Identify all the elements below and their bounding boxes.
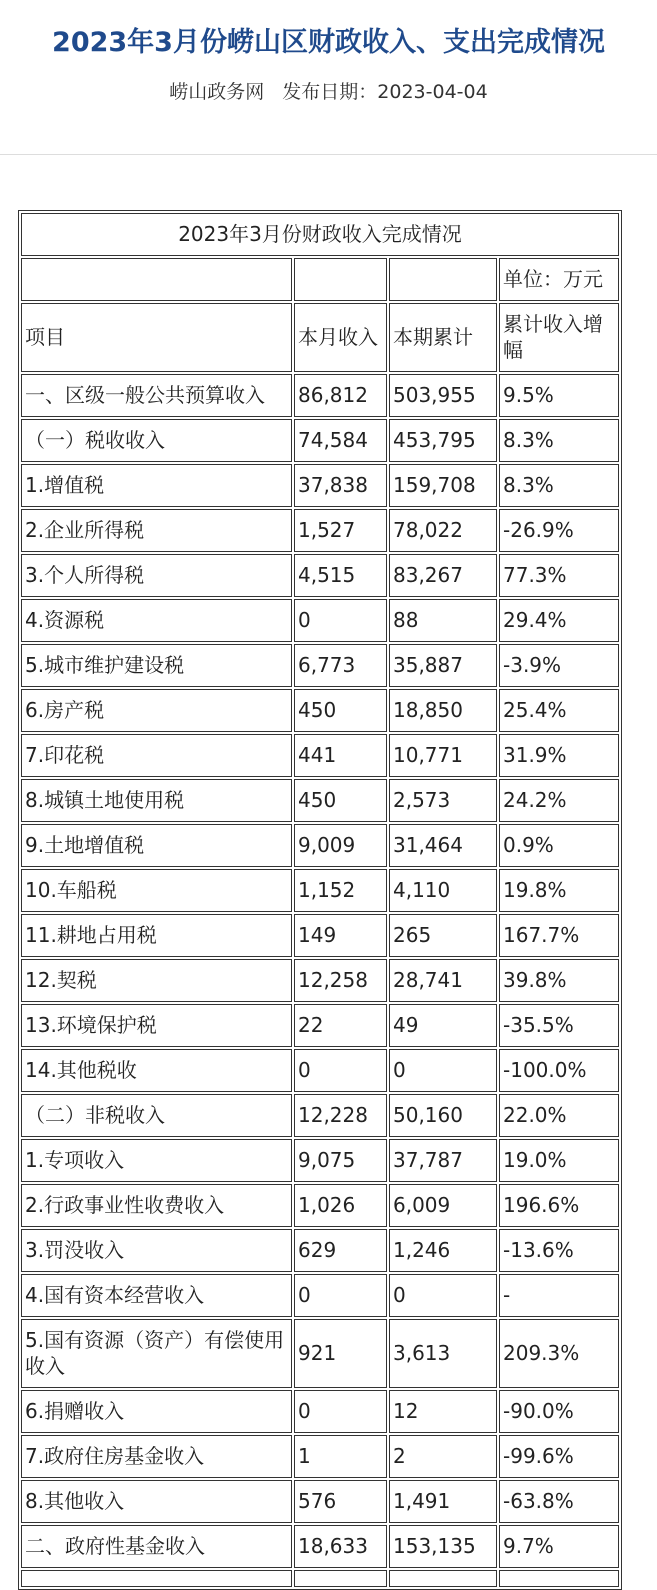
growth-cell: 29.4%: [499, 599, 619, 642]
month-income-cell: 0: [294, 1390, 387, 1433]
item-cell: 6.房产税: [21, 689, 292, 732]
table-row: [21, 1274, 619, 1317]
table-row: [21, 734, 619, 777]
growth-cell: -: [499, 1274, 619, 1317]
date-label: 发布日期：: [282, 81, 378, 103]
page-title: 2023年3月份崂山区财政收入、支出完成情况: [52, 27, 605, 58]
month-income-cell: 22: [294, 1004, 387, 1047]
month-income-cell: 0: [294, 1274, 387, 1317]
table-row: [21, 1004, 619, 1047]
month-income-cell: 18,633: [294, 1525, 387, 1568]
table-row: [21, 914, 619, 957]
growth-cell: 8.3%: [499, 419, 619, 462]
month-income-cell: 9,009: [294, 824, 387, 867]
month-income-cell: 576: [294, 1480, 387, 1523]
cumulative-cell: 88: [389, 599, 497, 642]
growth-cell: -35.5%: [499, 1004, 619, 1047]
table-row: [21, 464, 619, 507]
cumulative-cell: 2,573: [389, 779, 497, 822]
revenue-table-container: [18, 210, 622, 1590]
growth-cell: -26.9%: [499, 509, 619, 552]
cumulative-cell: 2: [389, 1435, 497, 1478]
header-growth: 累计收入增幅: [499, 303, 619, 372]
cumulative-cell: 159,708: [389, 464, 497, 507]
item-cell: 二、政府性基金收入: [21, 1525, 292, 1568]
item-cell: 13.环境保护税: [21, 1004, 292, 1047]
month-income-cell: 74,584: [294, 419, 387, 462]
growth-cell: -13.6%: [499, 1229, 619, 1272]
growth-cell: 209.3%: [499, 1319, 619, 1388]
header-month: 本月收入: [294, 303, 387, 372]
item-cell: 7.政府住房基金收入: [21, 1435, 292, 1478]
growth-cell: -90.0%: [499, 1390, 619, 1433]
revenue-table: [18, 210, 622, 1590]
table-row: [21, 1139, 619, 1182]
table-row: [21, 599, 619, 642]
item-cell: 4.国有资本经营收入: [21, 1274, 292, 1317]
cumulative-cell: 0: [389, 1049, 497, 1092]
growth-cell: 8.3%: [499, 464, 619, 507]
month-income-cell: 12,228: [294, 1094, 387, 1137]
table-row: [21, 554, 619, 597]
table-row: [21, 1094, 619, 1137]
table-row: [21, 1435, 619, 1478]
month-income-cell: 441: [294, 734, 387, 777]
month-income-cell: 37,838: [294, 464, 387, 507]
cumulative-cell: 4,110: [389, 869, 497, 912]
growth-cell: 22.0%: [499, 1094, 619, 1137]
cumulative-cell: 83,267: [389, 554, 497, 597]
item-cell: 8.其他收入: [21, 1480, 292, 1523]
item-cell: 4.资源税: [21, 599, 292, 642]
item-cell: （二）非税收入: [21, 1094, 292, 1137]
growth-cell: 39.8%: [499, 959, 619, 1002]
table-caption: 2023年3月份财政收入完成情况: [21, 213, 619, 256]
growth-cell: 24.2%: [499, 779, 619, 822]
header-row: [21, 303, 619, 372]
month-income-cell: 86,812: [294, 374, 387, 417]
cumulative-cell: 0: [389, 1274, 497, 1317]
growth-cell: -100.0%: [499, 1049, 619, 1092]
item-cell: 1.专项收入: [21, 1139, 292, 1182]
month-income-cell: 12,258: [294, 959, 387, 1002]
item-cell: 7.印花税: [21, 734, 292, 777]
article-header: [0, 0, 657, 155]
table-row: [21, 1229, 619, 1272]
month-income-cell: 921: [294, 1319, 387, 1388]
table-row: [21, 779, 619, 822]
growth-cell: 19.8%: [499, 869, 619, 912]
item-cell: 1.增值税: [21, 464, 292, 507]
table-row: [21, 1184, 619, 1227]
cumulative-cell: 49: [389, 1004, 497, 1047]
cumulative-cell: 153,135: [389, 1525, 497, 1568]
table-row: [21, 1319, 619, 1388]
item-cell: 10.车船税: [21, 869, 292, 912]
table-row: [21, 689, 619, 732]
growth-cell: 0.9%: [499, 824, 619, 867]
month-income-cell: 1,152: [294, 869, 387, 912]
source-label: 崂山政务网: [169, 81, 265, 103]
table-row: [21, 374, 619, 417]
month-income-cell: 629: [294, 1229, 387, 1272]
item-cell: 一、区级一般公共预算收入: [21, 374, 292, 417]
cumulative-cell: [389, 1570, 497, 1587]
growth-cell: 31.9%: [499, 734, 619, 777]
item-cell: 2.行政事业性收费收入: [21, 1184, 292, 1227]
table-row: [21, 1525, 619, 1568]
growth-cell: 77.3%: [499, 554, 619, 597]
growth-cell: 19.0%: [499, 1139, 619, 1182]
article-meta: [0, 78, 657, 106]
header-item: 项目: [21, 303, 292, 372]
cumulative-cell: 12: [389, 1390, 497, 1433]
table-row: [21, 1480, 619, 1523]
growth-cell: -3.9%: [499, 644, 619, 687]
table-row: [21, 1390, 619, 1433]
item-cell: 12.契税: [21, 959, 292, 1002]
empty-cell: [21, 258, 292, 301]
growth-cell: 196.6%: [499, 1184, 619, 1227]
month-income-cell: 9,075: [294, 1139, 387, 1182]
item-cell: 3.罚没收入: [21, 1229, 292, 1272]
cumulative-cell: 37,787: [389, 1139, 497, 1182]
growth-cell: 25.4%: [499, 689, 619, 732]
table-row: [21, 509, 619, 552]
item-cell: 6.捐赠收入: [21, 1390, 292, 1433]
month-income-cell: 6,773: [294, 644, 387, 687]
item-cell: [21, 1570, 292, 1587]
growth-cell: -99.6%: [499, 1435, 619, 1478]
item-cell: 5.城市维护建设税: [21, 644, 292, 687]
cumulative-cell: 3,613: [389, 1319, 497, 1388]
growth-cell: 9.7%: [499, 1525, 619, 1568]
empty-cell: [389, 258, 497, 301]
cumulative-cell: 50,160: [389, 1094, 497, 1137]
month-income-cell: 1,026: [294, 1184, 387, 1227]
cumulative-cell: 31,464: [389, 824, 497, 867]
month-income-cell: 149: [294, 914, 387, 957]
cumulative-cell: 10,771: [389, 734, 497, 777]
month-income-cell: 0: [294, 1049, 387, 1092]
growth-cell: -63.8%: [499, 1480, 619, 1523]
empty-cell: [294, 258, 387, 301]
month-income-cell: 1,527: [294, 509, 387, 552]
caption-row: [21, 213, 619, 256]
month-income-cell: 450: [294, 689, 387, 732]
unit-label: 单位：万元: [499, 258, 619, 301]
item-cell: 5.国有资源（资产）有偿使用收入: [21, 1319, 292, 1388]
table-row: [21, 869, 619, 912]
table-row: [21, 1570, 619, 1587]
item-cell: 9.土地增值税: [21, 824, 292, 867]
cumulative-cell: 453,795: [389, 419, 497, 462]
cumulative-cell: 1,246: [389, 1229, 497, 1272]
cumulative-cell: 78,022: [389, 509, 497, 552]
item-cell: 2.企业所得税: [21, 509, 292, 552]
table-row: [21, 419, 619, 462]
cumulative-cell: 265: [389, 914, 497, 957]
table-row: [21, 1049, 619, 1092]
item-cell: 11.耕地占用税: [21, 914, 292, 957]
growth-cell: [499, 1570, 619, 1587]
cumulative-cell: 1,491: [389, 1480, 497, 1523]
publish-date: 2023-04-04: [377, 81, 488, 103]
cumulative-cell: 503,955: [389, 374, 497, 417]
month-income-cell: 4,515: [294, 554, 387, 597]
table-row: [21, 959, 619, 1002]
header-cumulative: 本期累计: [389, 303, 497, 372]
table-row: [21, 824, 619, 867]
item-cell: 8.城镇土地使用税: [21, 779, 292, 822]
cumulative-cell: 18,850: [389, 689, 497, 732]
item-cell: 3.个人所得税: [21, 554, 292, 597]
month-income-cell: 0: [294, 599, 387, 642]
cumulative-cell: 28,741: [389, 959, 497, 1002]
month-income-cell: [294, 1570, 387, 1587]
month-income-cell: 1: [294, 1435, 387, 1478]
month-income-cell: 450: [294, 779, 387, 822]
growth-cell: 9.5%: [499, 374, 619, 417]
cumulative-cell: 6,009: [389, 1184, 497, 1227]
table-row: [21, 644, 619, 687]
cumulative-cell: 35,887: [389, 644, 497, 687]
growth-cell: 167.7%: [499, 914, 619, 957]
item-cell: （一）税收收入: [21, 419, 292, 462]
item-cell: 14.其他税收: [21, 1049, 292, 1092]
unit-row: [21, 258, 619, 301]
